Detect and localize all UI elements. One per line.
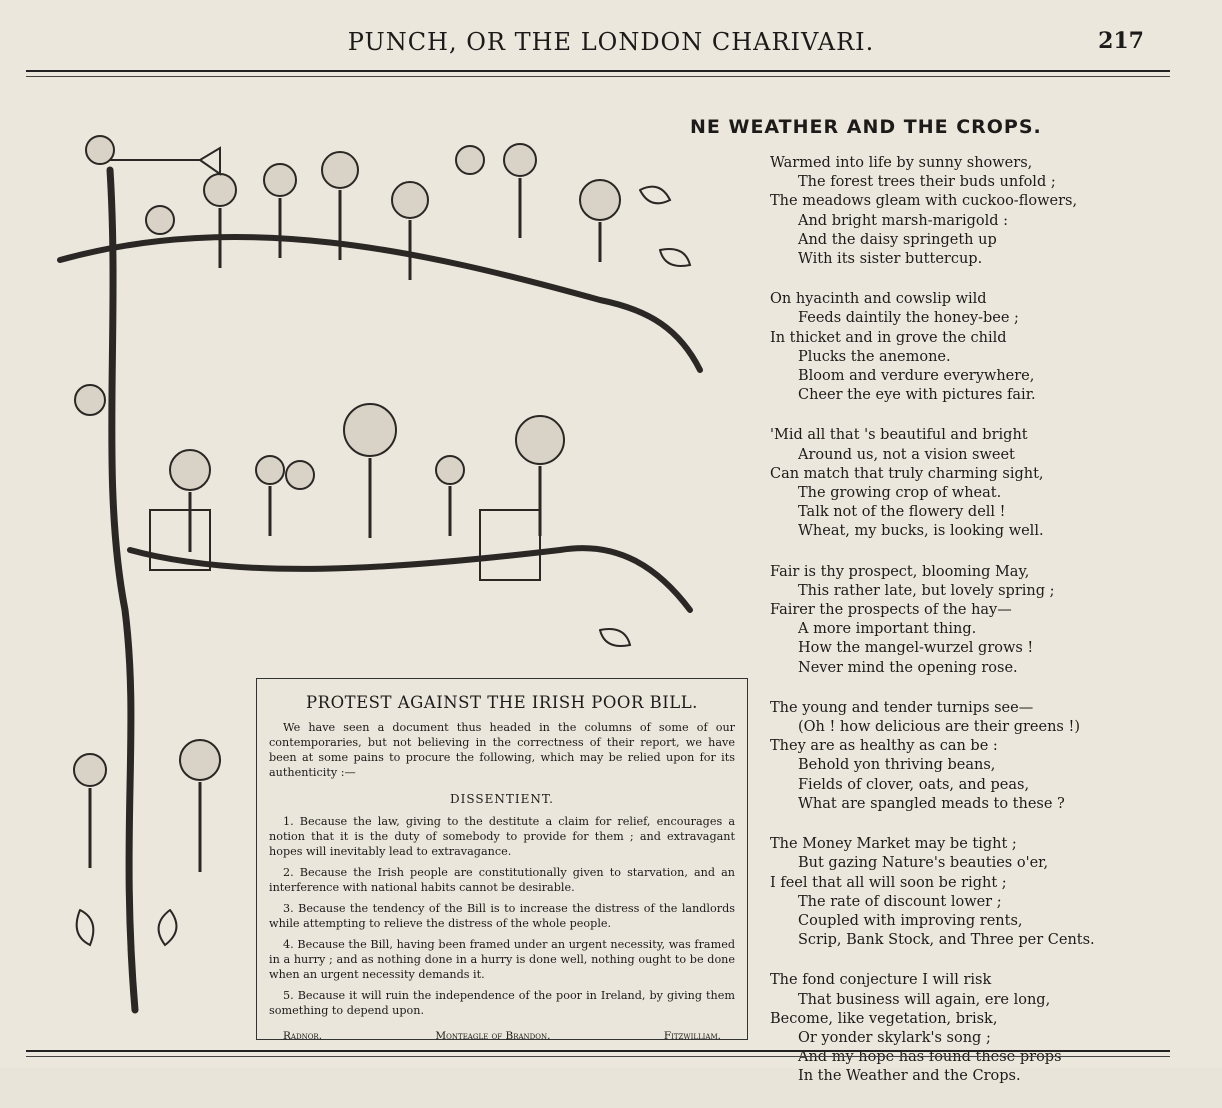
poem-stanza: [770, 699, 1170, 814]
poem-line: Or yonder skylark's song ;: [798, 1029, 991, 1046]
poem-line: Can match that truly charming sight,: [770, 465, 1044, 482]
top-rule: [26, 70, 1170, 72]
poem-line: And my hope has found these props: [798, 1049, 1062, 1066]
poem-stanza: [770, 290, 1170, 405]
poem-stanza: [770, 971, 1170, 1086]
poem-line: Fields of clover, oats, and peas,: [798, 776, 1030, 793]
protest-intro: We have seen a document thus headed in the columns of some of our contemporaries, but not believing in the correctness of their report, we have been at some pains to procure the following, which may be relied upon for its authenticity :—: [269, 721, 735, 779]
poem-body: [770, 154, 1170, 1108]
poem-stanza: [770, 563, 1170, 678]
protest-title: PROTEST AGAINST THE IRISH POOR BILL.: [306, 693, 698, 712]
poem-line: Scrip, Bank Stock, and Three per Cents.: [798, 932, 1095, 949]
poem-stanza: [770, 426, 1170, 541]
poem-line: Cheer the eye with pictures fair.: [798, 387, 1036, 404]
poem-line: Never mind the opening rose.: [798, 659, 1018, 676]
dissent-heading: DISSENTIENT.: [450, 792, 554, 806]
protest-reason: 5. Because it will ruin the independence of the poor in Ireland, by giving them something to depend upon.: [269, 989, 735, 1017]
poem-line: Around us, not a vision sweet: [798, 446, 1015, 463]
poem-line: Warmed into life by sunny showers,: [770, 155, 1033, 171]
poem-line: Fair is thy prospect, blooming May,: [770, 563, 1030, 580]
poem-line: The fond conjecture I will risk: [770, 972, 992, 989]
poem-line: How the mangel-wurzel grows !: [798, 640, 1034, 657]
poem-line: The Money Market may be tight ;: [770, 836, 1017, 853]
page-number: 217: [1098, 28, 1144, 54]
poem-line: But gazing Nature's beauties o'er,: [798, 855, 1049, 872]
signature: Monteagle of Brandon.: [435, 1030, 551, 1042]
poem-line: The meadows gleam with cuckoo-flowers,: [770, 193, 1078, 210]
poem-line: Become, like vegetation, brisk,: [770, 1010, 998, 1027]
poem-line: And the daisy springeth up: [798, 231, 997, 248]
signatures: [269, 1030, 735, 1042]
poem-line: The growing crop of wheat.: [798, 485, 1002, 502]
signature: Radnor.: [283, 1030, 323, 1042]
poem-stanza: [770, 835, 1170, 950]
poem-line: Wheat, my bucks, is looking well.: [798, 523, 1044, 540]
protest-reason: 3. Because the tendency of the Bill is to increase the distress of the landlords while attempting to relieve the distress of the whole people.: [269, 902, 735, 930]
masthead-title: PUNCH, OR THE LONDON CHARIVARI.: [347, 28, 875, 56]
poem-line: (Oh ! how delicious are their greens !): [798, 719, 1080, 736]
poem-line: Talk not of the flowery dell !: [798, 504, 1006, 521]
bottom-rule: [26, 1050, 1170, 1052]
poem-line: The forest trees their buds unfold ;: [798, 174, 1056, 191]
poem-line: With its sister buttercup.: [798, 251, 983, 268]
protest-reason: 1. Because the law, giving to the destitute a claim for relief, encourages a notion that it is the duty of somebody to provide for them ; and extravagant hopes will inevitably lead to extravagance.: [269, 815, 735, 858]
signature: Fitzwilliam.: [663, 1030, 721, 1042]
poem-line: Feeds daintily the honey-bee ;: [798, 310, 1019, 327]
bottom-rule-thin: [26, 1056, 1170, 1057]
poem-line: In the Weather and the Crops.: [798, 1068, 1021, 1085]
poem-title: NE WEATHER AND THE CROPS.: [690, 116, 1042, 138]
protest-reason: 4. Because the Bill, having been framed under an urgent necessity, was framed in a hurry ; and as nothing done in a hurry is done well, nothing ought to be done when an urgent necessity demands it.: [269, 938, 735, 981]
poem-line: The rate of discount lower ;: [798, 893, 1002, 910]
poem-line: Fairer the prospects of the hay—: [770, 602, 1012, 619]
poem-line: A more important thing.: [798, 621, 977, 638]
poem-line: And bright marsh-marigold :: [798, 212, 1009, 229]
protest-article-box: [256, 678, 748, 1040]
poem-line: On hyacinth and cowslip wild: [770, 291, 987, 308]
poem-line: Coupled with improving rents,: [798, 912, 1023, 929]
poem-line: Behold yon thriving beans,: [798, 757, 996, 774]
poem-line: The young and tender turnips see—: [770, 699, 1034, 716]
poem-stanza: [770, 154, 1170, 269]
top-rule-thin: [26, 76, 1170, 77]
poem-line: They are as healthy as can be :: [770, 738, 998, 755]
poem-line: This rather late, but lovely spring ;: [798, 582, 1055, 599]
poem-line: That business will again, ere long,: [798, 991, 1051, 1008]
poem-line: In thicket and in grove the child: [770, 329, 1007, 346]
poem-line: Plucks the anemone.: [798, 348, 951, 365]
poem-line: Bloom and verdure everywhere,: [798, 368, 1035, 385]
poem-line: What are spangled meads to these ?: [798, 795, 1065, 812]
protest-reason: 2. Because the Irish people are constitutionally given to starvation, and an interference with national habits cannot be desirable.: [269, 866, 735, 894]
poem-line: 'Mid all that 's beautiful and bright: [770, 427, 1028, 444]
poem-line: I feel that all will soon be right ;: [770, 874, 1007, 891]
